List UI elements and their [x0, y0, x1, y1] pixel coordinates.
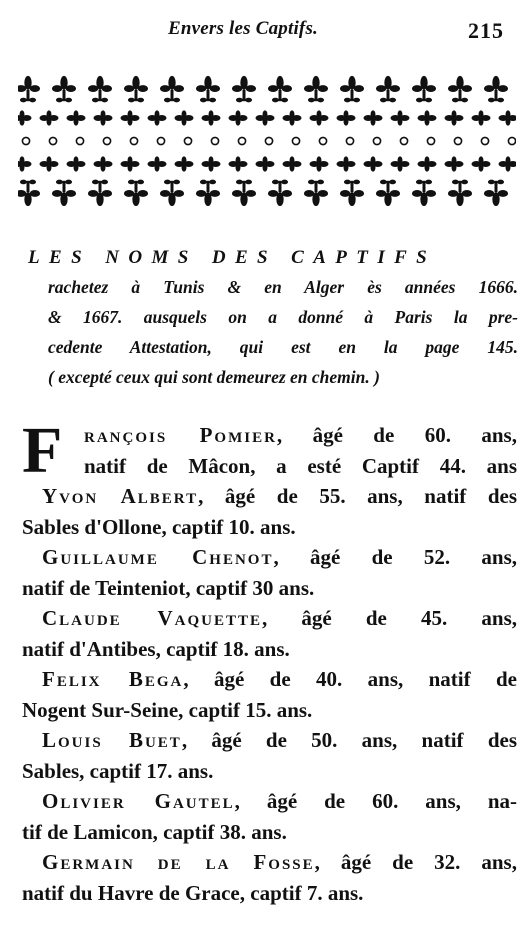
captive-name: Germain de la Fosse — [42, 850, 315, 874]
running-title: Envers les Captifs. — [168, 18, 319, 39]
heading-line-3: cedente Attestation, qui est en la page 145. — [48, 337, 518, 357]
captive-name: Yvon Albert — [42, 484, 199, 508]
captive-name: Olivier Gautel — [42, 789, 235, 813]
page-header — [0, 14, 531, 48]
list-item-continued: natif du Havre de Grace, captif 7. ans. — [22, 880, 364, 905]
heading-line-4: ( excepté ceux qui sont demeurez en chemin. ) — [48, 367, 380, 387]
list-item: Germain de la Fosse, âgé de 32. ans, — [42, 850, 517, 874]
list-item: rançois Pomier, âgé de 60. ans, — [84, 423, 517, 447]
list-item-continued: tif de Lamicon, captif 38. ans. — [22, 819, 287, 844]
drop-cap: F — [22, 414, 63, 487]
list-item: Olivier Gautel, âgé de 60. ans, na- — [42, 789, 517, 813]
captive-name: Felix Bega — [42, 667, 184, 691]
list-item-continued: natif de Mâcon, a esté Captif 44. ans — [84, 453, 517, 478]
heading-title: LES NOMS DES CAPTIFS — [28, 247, 437, 268]
list-item: Guillaume Chenot, âgé de 52. ans, — [42, 545, 517, 569]
heading-line-1: rachetez à Tunis & en Alger ès années 1666. — [48, 277, 518, 297]
list-item-continued: natif de Teinteniot, captif 30 ans. — [22, 575, 315, 600]
captive-name: rançois Pomier — [84, 423, 277, 447]
fleuron-ornament-band — [18, 74, 516, 206]
list-item-continued: Sables, captif 17. ans. — [22, 758, 214, 783]
list-item-continued: Sables d'Ollone, captif 10. ans. — [22, 514, 296, 539]
captive-name: Louis Buet — [42, 728, 182, 752]
captive-name: Claude Vaquette — [42, 606, 262, 630]
list-item: Felix Bega, âgé de 40. ans, natif de — [42, 667, 517, 691]
list-item: Yvon Albert, âgé de 55. ans, natif des — [42, 484, 517, 508]
list-item-continued: Nogent Sur-Seine, captif 15. ans. — [22, 697, 313, 722]
list-item: Louis Buet, âgé de 50. ans, natif des — [42, 728, 517, 752]
heading-line-2: & 1667. ausquels on a donné à Paris la pre- — [48, 307, 518, 327]
list-item: Claude Vaquette, âgé de 45. ans, — [42, 606, 517, 630]
page-number: 215 — [468, 18, 504, 43]
list-item-continued: natif d'Antibes, captif 18. ans. — [22, 636, 290, 661]
captives-list-heading — [28, 244, 518, 392]
captives-list — [22, 414, 517, 908]
captive-name: Guillaume Chenot — [42, 545, 274, 569]
